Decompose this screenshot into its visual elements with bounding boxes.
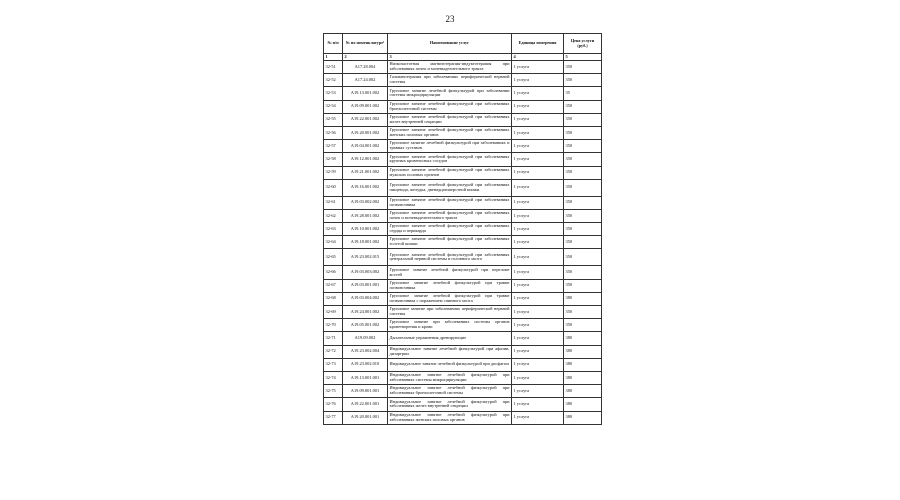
row-price: 350 [564, 279, 602, 292]
row-service-name: Групповое занятие лечебной физкультурой при заболеваниях женских половых органов [388, 126, 512, 139]
table-row [324, 411, 602, 424]
row-code: A19.10.001.002 [343, 223, 388, 236]
row-price: 350 [564, 236, 602, 249]
row-price: 35 [564, 87, 602, 100]
row-service-name: Групповое занятие лечебной физкультурой при заболеваниях пищевода, желудка, двенадцатиперстной кишки [388, 179, 512, 196]
row-number: 32-70 [324, 319, 343, 332]
table-row [324, 126, 602, 139]
row-number: 32-75 [324, 385, 343, 398]
row-unit: 1 услуга [512, 196, 564, 209]
row-service-name: Групповое занятие лечебной физкультурой при заболеваниях почек и мочевыделительного тракта [388, 209, 512, 222]
row-number: 32-58 [324, 153, 343, 166]
row-code: A19.05.001.002 [343, 319, 388, 332]
row-code: A19.09.002 [343, 332, 388, 345]
row-service-name: Индивидуальное занятие лечебной физкультурой при дисфагии [388, 358, 512, 371]
table-row [324, 196, 602, 209]
row-price: 350 [564, 61, 602, 74]
row-unit: 1 услуга [512, 166, 564, 179]
row-service-name: Групповое занятие лечебной физкультурой при заболеваниях мужских половых органов [388, 166, 512, 179]
row-service-name: Групповое занятие лечебной физкультурой при переломе костей [388, 266, 512, 279]
row-unit: 1 услуга [512, 87, 564, 100]
row-price: 350 [564, 266, 602, 279]
row-service-name: Групповое занятие лечебной физкультурой при заболеваниях сердца и перикарда [388, 223, 512, 236]
header-num: № п/п [324, 34, 343, 54]
row-service-name: Групповое занятие лечебной физкультурой при травме позвоночника с поражением спинного мозга [388, 292, 512, 305]
row-unit: 1 услуга [512, 279, 564, 292]
row-number: 32-52 [324, 74, 343, 87]
header-name: Наименование услуг [388, 34, 512, 54]
row-number: 32-54 [324, 100, 343, 113]
column-index: 3 [388, 54, 512, 61]
table-row [324, 140, 602, 153]
row-service-name: Групповое занятие лечебной физкультурой при травме позвоночника [388, 279, 512, 292]
row-code: A19.09.001.002 [343, 100, 388, 113]
row-number: 32-76 [324, 398, 343, 411]
row-service-name: Групповое занятие при заболеваниях системы органов кроветворения и крови [388, 319, 512, 332]
row-service-name: Индивидуальное занятие лечебной физкультурой при заболеваниях системы микроциркуляции [388, 371, 512, 384]
row-price: 350 [564, 166, 602, 179]
row-number: 32-72 [324, 345, 343, 358]
row-number: 32-56 [324, 126, 343, 139]
row-number: 32-59 [324, 166, 343, 179]
row-price: 350 [564, 319, 602, 332]
row-unit: 1 услуга [512, 61, 564, 74]
row-service-name: Дыхательные упражнения дренирующие [388, 332, 512, 345]
header-price: Цена услуги (руб.) [564, 34, 602, 54]
table-row [324, 332, 602, 345]
row-unit: 1 услуга [512, 100, 564, 113]
row-number: 32-51 [324, 61, 343, 74]
table-row [324, 61, 602, 74]
row-unit: 1 услуга [512, 74, 564, 87]
row-unit: 1 услуга [512, 223, 564, 236]
table-row [324, 113, 602, 126]
row-code: A19.09.001.001 [343, 385, 388, 398]
row-code: A17.28.004 [343, 61, 388, 74]
table-row [324, 398, 602, 411]
row-code: A19.13.001.001 [343, 371, 388, 384]
row-price: 380 [564, 332, 602, 345]
row-service-name: Групповое занятие лечебной физкультурой при заболевании системы микроциркуляции [388, 87, 512, 100]
row-number: 32-74 [324, 371, 343, 384]
row-unit: 1 услуга [512, 113, 564, 126]
row-number: 32-71 [324, 332, 343, 345]
row-service-name: Групповое занятие лечебной физкультурой при заболеваниях крупных кровеносных сосудов [388, 153, 512, 166]
row-unit: 1 услуга [512, 385, 564, 398]
header-code: № по номенклатуре¹ [343, 34, 388, 54]
row-service-name: Групповое занятие лечебной физкультурой при заболеваниях бронхолегочной системы [388, 100, 512, 113]
row-number: 32-63 [324, 223, 343, 236]
column-index-row [324, 54, 602, 61]
row-code: A19.22.001.001 [343, 398, 388, 411]
row-unit: 1 услуга [512, 179, 564, 196]
row-service-name: Групповое занятие при заболеваниях периферической нервной системы [388, 306, 512, 319]
table-row [324, 345, 602, 358]
row-code: A19.03.002.002 [343, 196, 388, 209]
table-row [324, 87, 602, 100]
row-code: A19.13.001.002 [343, 87, 388, 100]
row-unit: 1 услуга [512, 332, 564, 345]
page-number: 23 [445, 14, 455, 24]
row-service-name: Индивидуальное занятие лечебной физкультурой при заболеваниях желез внутренней секреции [388, 398, 512, 411]
table-row [324, 266, 602, 279]
row-service-name: Гальванотерапия при заболеваниях периферической нервной системы [388, 74, 512, 87]
row-price: 350 [564, 100, 602, 113]
row-service-name: Групповое занятие лечебной физкультурой при заболеваниях позвоночника [388, 196, 512, 209]
row-price: 380 [564, 358, 602, 371]
row-unit: 1 услуга [512, 306, 564, 319]
row-number: 32-66 [324, 266, 343, 279]
header-unit: Единица измерения [512, 34, 564, 54]
row-price: 380 [564, 345, 602, 358]
row-number: 32-73 [324, 358, 343, 371]
row-unit: 1 услуга [512, 153, 564, 166]
row-price: 350 [564, 126, 602, 139]
table-row [324, 319, 602, 332]
row-code: A19.28.001.002 [343, 209, 388, 222]
row-price: 380 [564, 292, 602, 305]
row-code: A19.23.002.010 [343, 358, 388, 371]
row-code: A19.22.001.002 [343, 113, 388, 126]
table-row [324, 153, 602, 166]
row-price: 350 [564, 223, 602, 236]
row-number: 32-61 [324, 196, 343, 209]
row-price: 350 [564, 249, 602, 266]
row-price: 350 [564, 153, 602, 166]
row-service-name: Групповое занятие лечебной физкультурой при заболеваниях и травмах суставов [388, 140, 512, 153]
row-number: 32-57 [324, 140, 343, 153]
row-unit: 1 услуга [512, 358, 564, 371]
table-header-row [324, 34, 602, 54]
row-number: 32-55 [324, 113, 343, 126]
row-price: 350 [564, 196, 602, 209]
row-code: A19.03.003.002 [343, 266, 388, 279]
row-price: 380 [564, 385, 602, 398]
row-number: 32-67 [324, 279, 343, 292]
row-code: A19.23.002.004 [343, 345, 388, 358]
row-price: 380 [564, 398, 602, 411]
row-code: A19.20.001.001 [343, 411, 388, 424]
table-row [324, 100, 602, 113]
row-code: A17.24.002 [343, 74, 388, 87]
row-service-name: Групповое занятие лечебной физкультурой при заболеваниях желез внутренней секреции [388, 113, 512, 126]
table-row [324, 236, 602, 249]
row-unit: 1 услуга [512, 411, 564, 424]
row-code: A19.21.001.002 [343, 166, 388, 179]
column-index: 4 [512, 54, 564, 61]
row-unit: 1 услуга [512, 236, 564, 249]
table-row [324, 223, 602, 236]
table-row [324, 209, 602, 222]
table-row [324, 385, 602, 398]
table-row [324, 306, 602, 319]
row-unit: 1 услуга [512, 249, 564, 266]
row-code: A19.12.001.002 [343, 153, 388, 166]
row-service-name: Индивидуальное занятие лечебной физкультурой при заболеваниях женских половых органов [388, 411, 512, 424]
row-code: A19.03.001.001 [343, 279, 388, 292]
table-row [324, 179, 602, 196]
row-price: 380 [564, 371, 602, 384]
row-number: 32-68 [324, 292, 343, 305]
row-number: 32-64 [324, 236, 343, 249]
table-row [324, 166, 602, 179]
row-unit: 1 услуга [512, 209, 564, 222]
column-index: 2 [343, 54, 388, 61]
row-number: 32-65 [324, 249, 343, 266]
row-service-name: Групповое занятие лечебной физкультурой при заболеваниях центральной нервной системы и головного мозга [388, 249, 512, 266]
row-service-name: Индивидуальное занятие лечебной физкультурой при заболеваниях бронхолегочной системы [388, 385, 512, 398]
row-unit: 1 услуга [512, 126, 564, 139]
table-row [324, 292, 602, 305]
row-unit: 1 услуга [512, 292, 564, 305]
row-code: A19.18.001.002 [343, 236, 388, 249]
price-table [323, 33, 602, 425]
table-row [324, 371, 602, 384]
table-row [324, 279, 602, 292]
row-price: 350 [564, 179, 602, 196]
table-body [324, 61, 602, 425]
row-code: A19.16.001.002 [343, 179, 388, 196]
row-unit: 1 услуга [512, 398, 564, 411]
row-code: A19.23.002.015 [343, 249, 388, 266]
column-index: 5 [564, 54, 602, 61]
row-code: A19.20.001.002 [343, 126, 388, 139]
row-service-name: Низкочастотная магнитотерапия-индуктотерапия при заболеваниях почек и мочевыделительного тракта [388, 61, 512, 74]
row-price: 350 [564, 140, 602, 153]
row-unit: 1 услуга [512, 266, 564, 279]
row-code: A19.03.004.002 [343, 292, 388, 305]
row-number: 32-62 [324, 209, 343, 222]
row-unit: 1 услуга [512, 345, 564, 358]
row-price: 350 [564, 209, 602, 222]
row-price: 380 [564, 411, 602, 424]
row-price: 350 [564, 74, 602, 87]
row-unit: 1 услуга [512, 371, 564, 384]
column-index: 1 [324, 54, 343, 61]
row-unit: 1 услуга [512, 319, 564, 332]
row-code: A19.24.001.002 [343, 306, 388, 319]
row-price: 350 [564, 306, 602, 319]
row-number: 32-53 [324, 87, 343, 100]
row-price: 350 [564, 113, 602, 126]
row-code: A19.04.001.002 [343, 140, 388, 153]
row-unit: 1 услуга [512, 140, 564, 153]
table-row [324, 249, 602, 266]
row-service-name: Групповое занятие лечебной физкультурой при заболеваниях толстой кишки [388, 236, 512, 249]
table-row [324, 74, 602, 87]
row-service-name: Индивидуальное занятие лечебной физкультурой при афазии, дизартрии [388, 345, 512, 358]
row-number: 32-69 [324, 306, 343, 319]
table-row [324, 358, 602, 371]
row-number: 32-60 [324, 179, 343, 196]
row-number: 32-77 [324, 411, 343, 424]
